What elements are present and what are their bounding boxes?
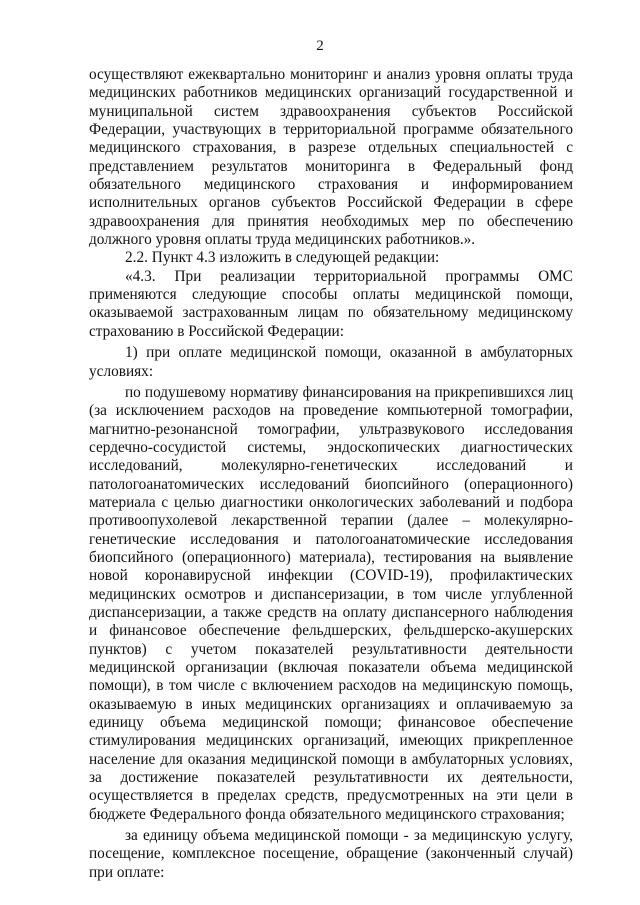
paragraph-clause-4-3: «4.3. При реализации территориальной программы ОМС применяются следующие способы оплаты медицинской помощи, оказываемой застрахованным лицам по обязательному медицинскому страхованию в Российской Федерации: <box>89 267 573 340</box>
paragraph-monitoring-continuation: осуществляют ежеквартально мониторинг и анализ уровня оплаты труда медицинских работников медицинских организаций государственной и муниципальной систем здравоохранения субъектов Российской Федерации, участвующих в территориальной программе обязательного медицинского страхования, в разрезе отдельных специальностей с представлением результатов мониторинга в Федеральный фонд обязательного медицинского страхования и информированием исполнительных органов субъектов Российской Федерации в сфере здравоохранения для принятия необходимых мер по обеспечению должного уровня оплаты труда медицинских работников.». <box>89 66 573 249</box>
document-body <box>89 66 573 882</box>
paragraph-clause-2-2: 2.2. Пункт 4.3 изложить в следующей редакции: <box>125 249 440 267</box>
paragraph-per-capita-financing: по подушевому нормативу финансирования на прикрепившихся лиц (за исключением расходов на проведение компьютерной томографии, магнитно-резонансной томографии, ультразвукового исследования сердечно-сосудистой системы, эндоскопических диагностических исследований, молекулярно-генетических исследований и патологоанатомических исследований биопсийного (операционного) материала с целью диагностики онкологических заболеваний и подбора противоопухолевой лекарственной терапии (далее – молекулярно-генетические исследования и патологоанатомические исследования биопсийного (операционного) материала), тестирования на выявление новой коронавирусной инфекции (COVID-19), профилактических медицинских осмотров и диспансеризации, в том числе углубленной диспансеризации, а также средств на оплату диспансерного наблюдения и финансовое обеспечение фельдшерских, фельдшерско-акушерских пунктов) с учетом показателей результативности деятельности медицинской организации (включая показатели объема медицинской помощи), в том числе с включением расходов на медицинскую помощь, оказываемую в иных медицинских организациях и оплачиваемую за единицу объема медицинской помощи; финансовое обеспечение стимулирования медицинских организаций, имеющих прикрепленное население для оказания медицинской помощи в амбулаторных условиях, за достижение показателей результативности их деятельности, осуществляется в пределах средств, предусмотренных на эти цели в бюджете Федерального фонда обязательного медицинского страхования; <box>89 383 573 823</box>
page-number: 2 <box>316 38 324 54</box>
paragraph-unit-of-volume: за единицу объема медицинской помощи - за медицинскую услугу, посещение, комплексное посещение, обращение (законченный случай) при оплате: <box>89 827 573 881</box>
paragraph-item-1-ambulatory: 1) при оплате медицинской помощи, оказанной в амбулаторных условиях: <box>89 344 573 380</box>
